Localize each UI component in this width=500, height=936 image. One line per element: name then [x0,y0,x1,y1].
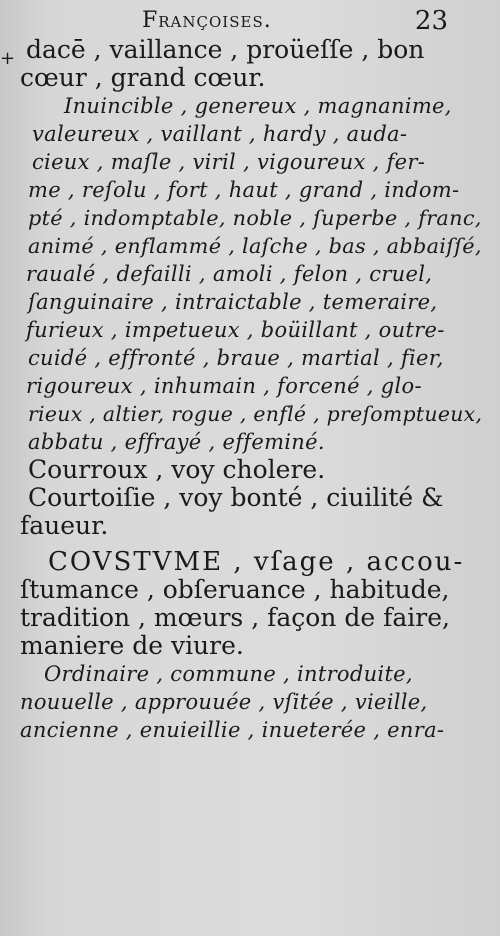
text-line: dacē , vaillance , proüeſſe , bon [26,35,425,64]
text-line: Courtoiſie , voy bonté , ciuilité & [28,483,444,512]
text-line: raualé , defailli , amoli , felon , cruel, [26,262,433,286]
text-line: rieux , altier, rogue , enflé , preſomptueux, [28,402,483,426]
text-line: pté , indomptable, noble , ſuperbe , franc, [28,206,482,230]
running-head: Françoises. [142,8,272,33]
page-header [0,2,500,36]
text-line: maniere de viure. [20,631,244,660]
text-line: ancienne , enuieillie , inueterée , enra- [20,718,445,742]
text-line: cieux , maſle , viril , vigoureux , fer- [32,150,426,174]
text-line: rigoureux , inhumain , forcené , glo- [26,374,422,398]
text-line: cuidé , effronté , braue , martial , fier, [28,346,444,370]
text-line: Inuincible , genereux , magnanime, [64,94,452,118]
text-line: abbatu , effrayé , effeminé. [28,430,325,454]
page-number: 23 [414,6,448,36]
text-line: COVSTVME , vſage , accou- [48,547,465,577]
text-line: Courroux , voy cholere. [28,455,326,484]
text-line: furieux , impetueux , boüillant , outre- [26,318,445,342]
text-line: ſtumance , obſeruance , habitude, [20,575,450,604]
text-line: animé , enflammé , laſche , bas , abbaiſſé, [28,234,482,258]
text-line: Ordinaire , commune , introduite, [44,662,413,686]
text-block [20,35,483,744]
text-line: valeureux , vaillant , hardy , auda- [32,122,408,146]
text-line: faueur. [20,511,109,540]
text-line: cœur , grand cœur. [20,63,266,92]
margin-mark: + [0,48,16,69]
text-line: tradition , mœurs , façon de faire, [20,603,450,632]
text-line: nouuelle , approuuée , vſitée , vieille, [20,690,428,714]
text-line: me , reſolu , fort , haut , grand , indom- [28,178,460,202]
text-line: ſanguinaire , intraictable , temeraire, [28,290,438,314]
